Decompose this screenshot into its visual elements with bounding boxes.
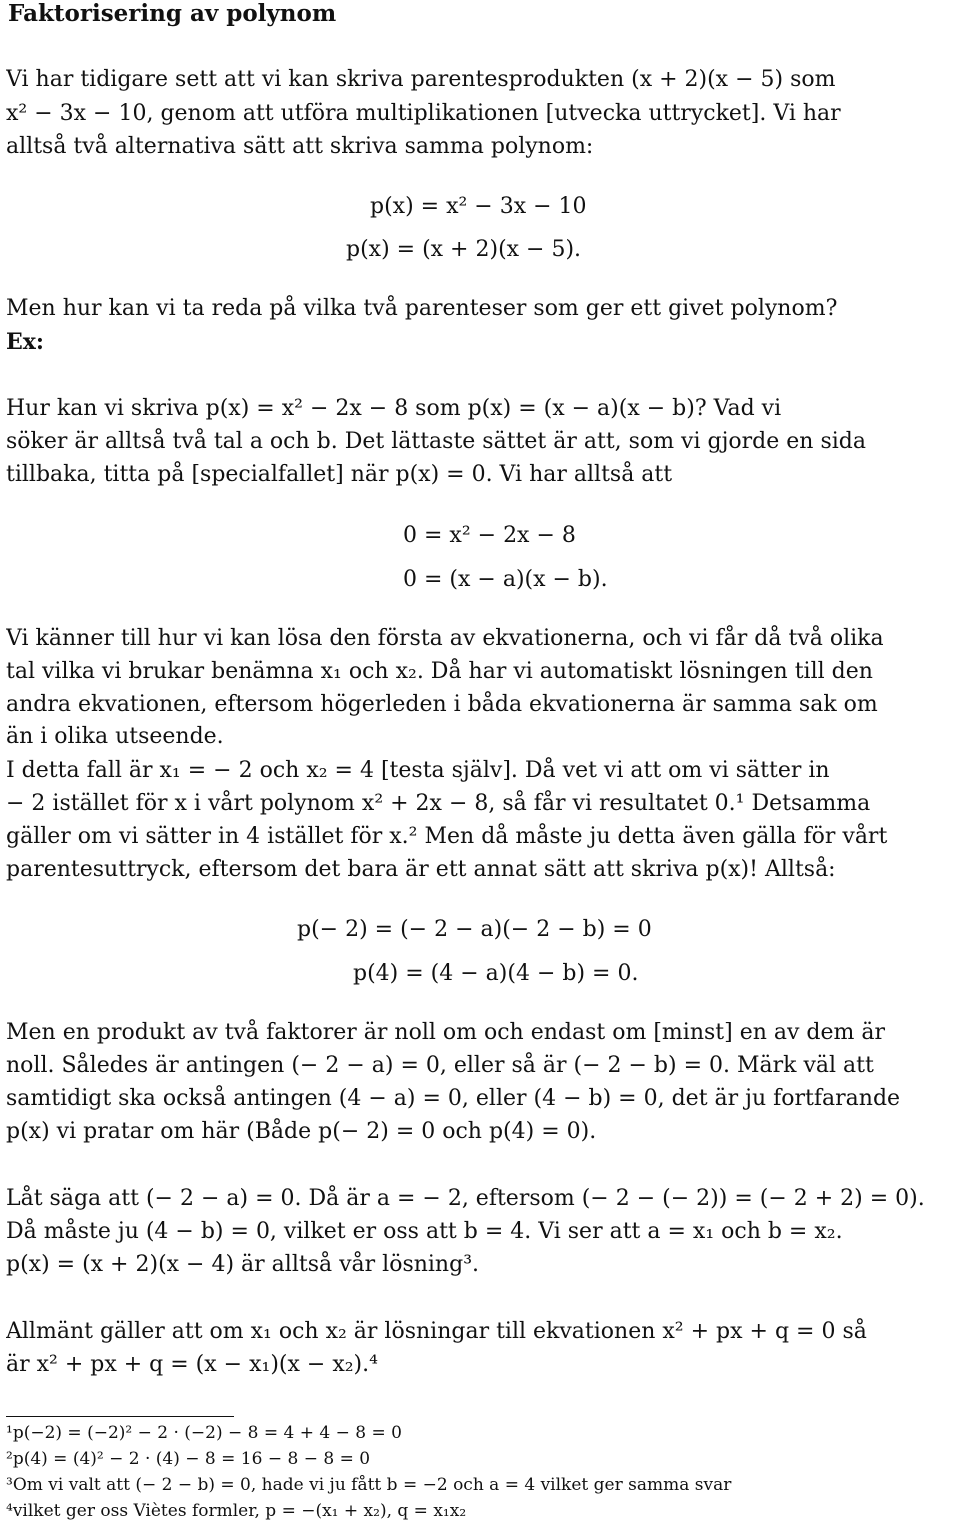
para2-line-2: söker är alltså två tal a och b. Det lättaste sättet är att, som vi gjorde en sida (6, 429, 866, 454)
question-line: Men hur kan vi ta reda på vilka två parenteser som ger ett givet polynom? (6, 296, 838, 321)
para4-line-4: p(x) vi pratar om här (Både p(− 2) = 0 och p(4) = 0). (6, 1119, 597, 1144)
footnote-1: ¹p(−2) = (−2)² − 2 · (−2) − 8 = 4 + 4 − 8 = 0 (6, 1423, 402, 1443)
equation-2b: 0 = (x − a)(x − b). (403, 567, 608, 592)
para3-line-1: Vi känner till hur vi kan lösa den första av ekvationerna, och vi får då två olika (6, 626, 884, 651)
para3-line-3: andra ekvationen, eftersom högerleden i båda ekvationerna är samma sak om (6, 692, 878, 717)
para2-line-3: tillbaka, titta på [specialfallet] när p(x) = 0. Vi har alltså att (6, 462, 673, 487)
para3-line-8: parentesuttryck, eftersom det bara är ett annat sätt att skriva p(x)! Alltså: (6, 857, 836, 882)
footnote-divider (6, 1416, 234, 1417)
equation-3a: p(− 2) = (− 2 − a)(− 2 − b) = 0 (297, 917, 652, 942)
para6-line-2: är x² + px + q = (x − x₁)(x − x₂).⁴ (6, 1352, 378, 1377)
para3-line-2: tal vilka vi brukar benämna x₁ och x₂. Då har vi automatiskt lösningen till den (6, 659, 873, 684)
example-label: Ex: (6, 329, 45, 355)
intro-line-2: x² − 3x − 10, genom att utföra multiplikationen [utvecka uttrycket]. Vi har (6, 101, 841, 126)
equation-2a: 0 = x² − 2x − 8 (403, 523, 576, 548)
footnote-4: ⁴vilket ger oss Viètes formler, p = −(x₁ + x₂), q = x₁x₂ (6, 1501, 467, 1521)
para3-line-4: än i olika utseende. (6, 724, 224, 749)
footnote-2: ²p(4) = (4)² − 2 · (4) − 8 = 16 − 8 − 8 = 0 (6, 1449, 371, 1469)
para6-line-1: Allmänt gäller att om x₁ och x₂ är lösningar till ekvationen x² + px + q = 0 så (6, 1319, 867, 1344)
equation-1b: p(x) = (x + 2)(x − 5). (346, 237, 582, 262)
footnote-3: ³Om vi valt att (− 2 − b) = 0, hade vi ju fått b = −2 och a = 4 vilket ger samma svar (6, 1475, 732, 1495)
intro-line-1: Vi har tidigare sett att vi kan skriva parentesprodukten (x + 2)(x − 5) som (6, 67, 836, 92)
para5-line-1: Låt säga att (− 2 − a) = 0. Då är a = − 2, eftersom (− 2 − (− 2)) = (− 2 + 2) = 0). (6, 1186, 925, 1211)
para2-line-1: Hur kan vi skriva p(x) = x² − 2x − 8 som p(x) = (x − a)(x − b)? Vad vi (6, 396, 782, 421)
para5-line-2: Då måste ju (4 − b) = 0, vilket er oss att b = 4. Vi ser att a = x₁ och b = x₂. (6, 1219, 843, 1244)
equation-1a: p(x) = x² − 3x − 10 (370, 194, 587, 219)
para3-line-6: − 2 istället för x i vårt polynom x² + 2x − 8, så får vi resultatet 0.¹ Detsamma (6, 791, 871, 816)
equation-3b: p(4) = (4 − a)(4 − b) = 0. (353, 961, 639, 986)
para4-line-2: noll. Således är antingen (− 2 − a) = 0, eller så är (− 2 − b) = 0. Märk väl att (6, 1053, 874, 1078)
para5-line-3: p(x) = (x + 2)(x − 4) är alltså vår lösning³. (6, 1252, 479, 1277)
intro-line-3: alltså två alternativa sätt att skriva samma polynom: (6, 134, 594, 159)
para4-line-1: Men en produkt av två faktorer är noll om och endast om [minst] en av dem är (6, 1020, 886, 1045)
para4-line-3: samtidigt ska också antingen (4 − a) = 0, eller (4 − b) = 0, det är ju fortfarande (6, 1086, 901, 1111)
document-title: Faktorisering av polynom (8, 0, 337, 27)
para3-line-7: gäller om vi sätter in 4 istället för x.² Men då måste ju detta även gälla för vårt (6, 824, 888, 849)
para3-line-5: I detta fall är x₁ = − 2 och x₂ = 4 [testa själv]. Då vet vi att om vi sätter in (6, 758, 830, 783)
